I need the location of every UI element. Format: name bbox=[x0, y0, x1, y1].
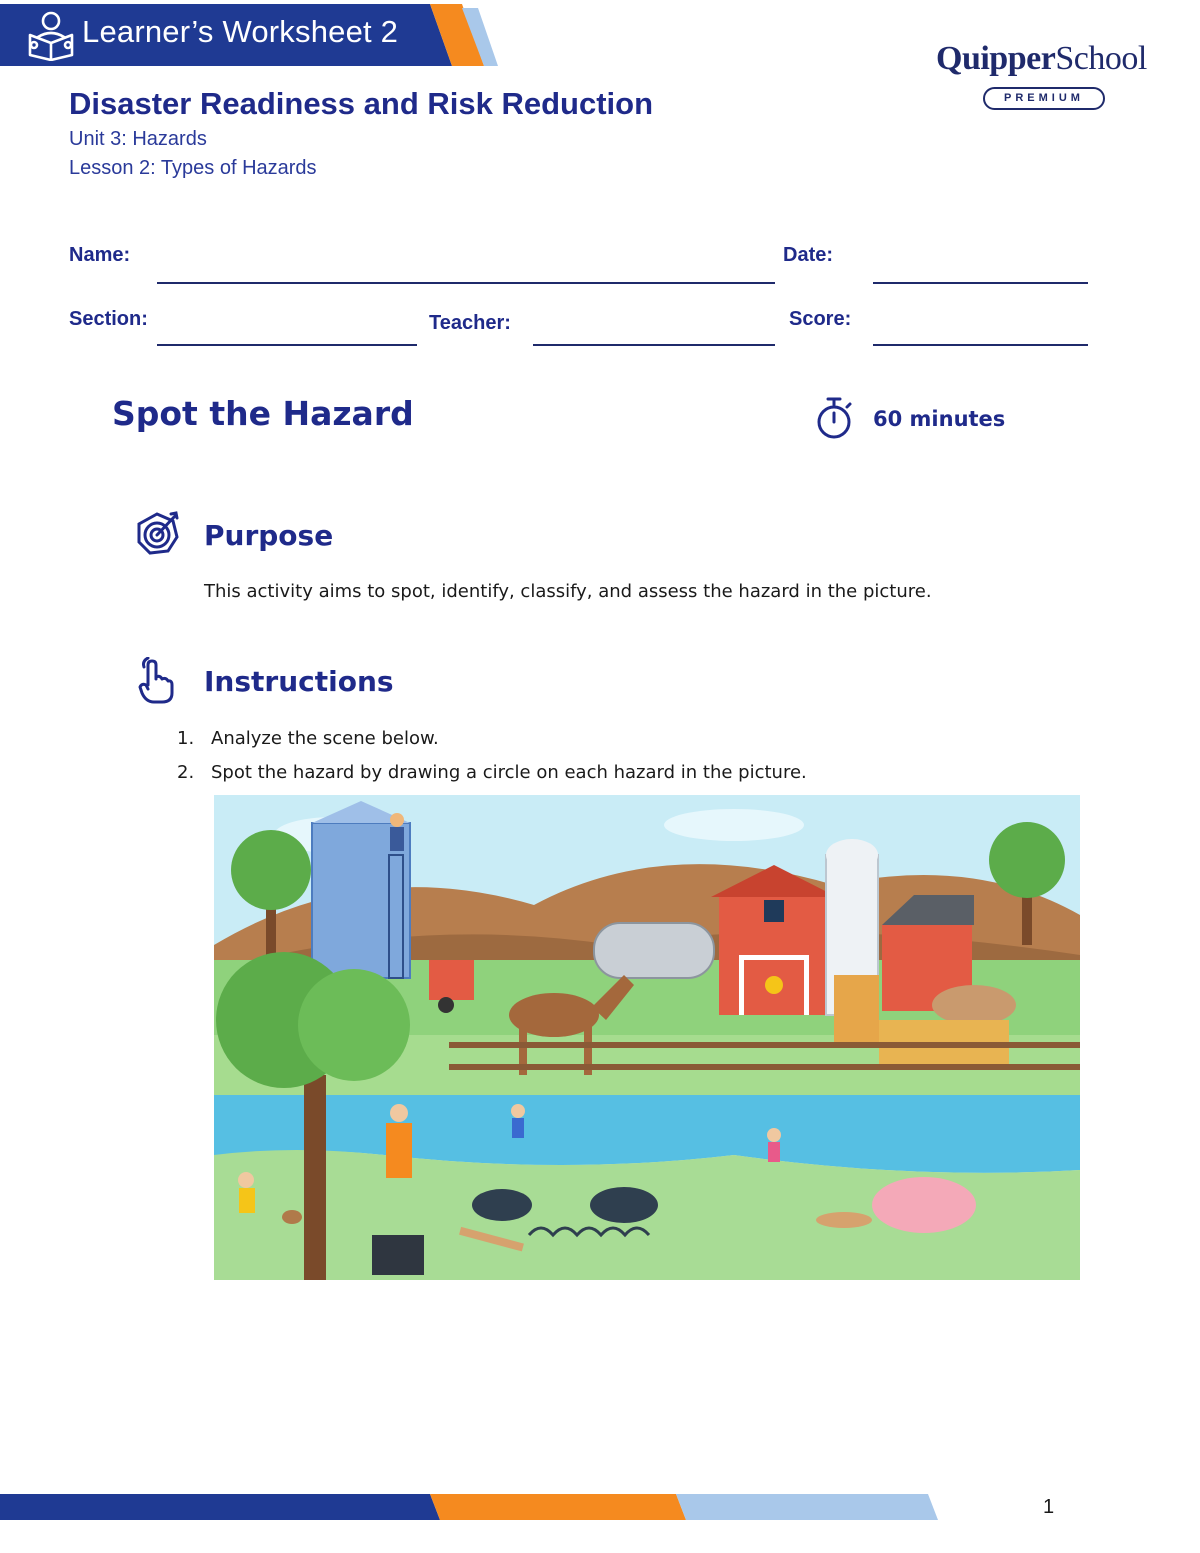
step-number: 2. bbox=[177, 762, 195, 783]
red-truck bbox=[429, 960, 474, 1000]
name-field[interactable] bbox=[157, 282, 775, 284]
score-field[interactable] bbox=[873, 344, 1088, 346]
score-label: Score: bbox=[789, 308, 852, 330]
child bbox=[238, 1172, 254, 1188]
worker-on-silo bbox=[390, 813, 404, 827]
farm-hazard-scene[interactable] bbox=[214, 795, 1080, 1280]
subject-title: Disaster Readiness and Risk Reduction bbox=[69, 86, 654, 121]
tree bbox=[231, 830, 311, 910]
stopwatch-icon bbox=[814, 396, 854, 440]
purpose-text: This activity aims to spot, identify, classify, and assess the hazard in the picture. bbox=[204, 581, 932, 602]
child-near-river bbox=[511, 1104, 525, 1118]
worksheet-title: Learner’s Worksheet 2 bbox=[82, 14, 399, 49]
tire bbox=[590, 1187, 658, 1223]
step-number: 1. bbox=[177, 728, 195, 749]
lesson-label: Lesson 2: Types of Hazards bbox=[69, 157, 317, 179]
student-reading-icon bbox=[26, 9, 76, 61]
section-label: Section: bbox=[69, 308, 148, 330]
logo-word-regular: School bbox=[1055, 40, 1147, 77]
hay-bales bbox=[834, 975, 879, 1045]
tree bbox=[989, 822, 1065, 898]
page-number: 1 bbox=[1043, 1496, 1055, 1518]
duck bbox=[282, 1210, 302, 1224]
pig bbox=[872, 1177, 976, 1233]
target-icon bbox=[133, 510, 181, 558]
cow bbox=[932, 985, 1016, 1025]
name-label: Name: bbox=[69, 244, 131, 266]
feed-trough bbox=[816, 1212, 872, 1228]
purpose-heading: Purpose bbox=[204, 519, 334, 552]
pointing-hand-icon bbox=[134, 657, 176, 705]
teacher-label: Teacher: bbox=[429, 312, 511, 334]
step-text: Analyze the scene below. bbox=[211, 728, 439, 749]
stacked-tires bbox=[372, 1235, 424, 1275]
quipper-school-logo bbox=[936, 40, 1147, 78]
footer-bar bbox=[0, 1494, 940, 1520]
unit-label: Unit 3: Hazards bbox=[69, 128, 207, 150]
instructions-heading: Instructions bbox=[204, 665, 394, 698]
big-tree-trunk bbox=[304, 1075, 326, 1280]
activity-title: Spot the Hazard bbox=[112, 394, 414, 433]
date-field[interactable] bbox=[873, 282, 1088, 284]
logo-word-bold: Quipper bbox=[936, 40, 1056, 77]
section-field[interactable] bbox=[157, 344, 417, 346]
tire bbox=[472, 1189, 532, 1221]
cloud bbox=[664, 809, 804, 841]
child-near-river bbox=[767, 1128, 781, 1142]
teacher-field[interactable] bbox=[533, 344, 775, 346]
date-label: Date: bbox=[783, 244, 834, 266]
step-text: Spot the hazard by drawing a circle on each hazard in the picture. bbox=[211, 762, 807, 783]
man-with-chainsaw bbox=[390, 1104, 408, 1122]
hazard-sign bbox=[765, 976, 783, 994]
activity-duration: 60 minutes bbox=[873, 407, 1006, 431]
fuel-tank bbox=[594, 923, 714, 978]
logo-premium-tag: PREMIUM bbox=[983, 87, 1105, 110]
